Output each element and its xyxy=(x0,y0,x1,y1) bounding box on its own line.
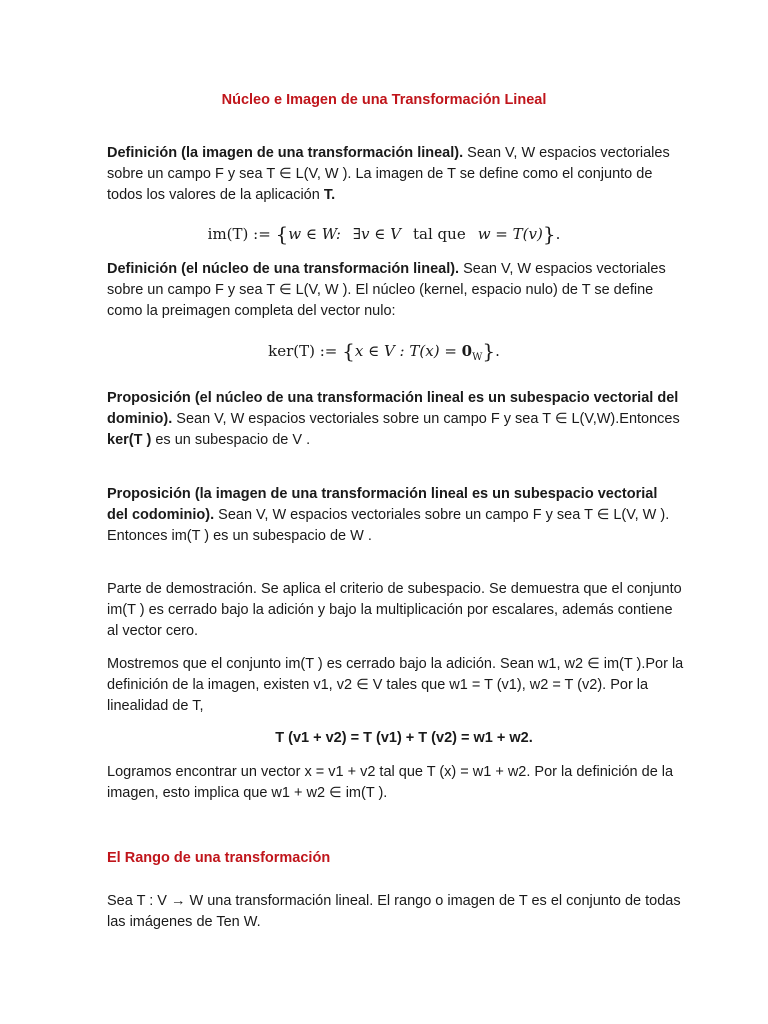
definition-kernel xyxy=(107,259,707,322)
formula-part: tal que xyxy=(413,225,466,243)
definition-image xyxy=(107,143,707,206)
definition-image-line: todos los valores de la aplicación xyxy=(107,187,324,203)
formula-part: x ∈ V : T(x) = xyxy=(354,342,462,360)
proposition-image-text: Sean V, W espacios vectoriales sobre un campo F y sea T ∈ L(V, W ). xyxy=(214,507,670,523)
formula-end: . xyxy=(495,342,500,360)
closure-line: Mostremos que el conjunto im(T ) es cerrado bajo la adición. Sean w1, w2 ∈ im(T ).Por la xyxy=(107,656,684,672)
definition-kernel-heading: Definición (el núcleo de una transformación lineal). xyxy=(107,261,460,277)
conclusion-paragraph xyxy=(107,762,707,804)
proposition-kernel-bold: ker(T ) xyxy=(107,432,152,448)
formula-brace-open: { xyxy=(275,222,289,246)
proposition-image xyxy=(107,484,707,547)
formula-part: w ∈ W: xyxy=(288,225,341,243)
proof-line: al vector cero. xyxy=(107,623,199,639)
kernel-formula xyxy=(0,339,768,363)
image-formula xyxy=(0,222,768,246)
formula-part: ∃v ∈ V xyxy=(352,225,402,243)
definition-image-bold-t: T. xyxy=(323,187,336,203)
definition-kernel-text: Sean V, W espacios vectoriales xyxy=(459,261,666,277)
conclusion-line: Logramos encontrar un vector x = v1 + v2 tal que T (x) = w1 + w2. Por la definición de la xyxy=(107,764,674,780)
closure-paragraph xyxy=(107,654,707,717)
definition-image-line: sobre un campo F y sea T ∈ L(V, W ). La imagen de T se define como el conjunto de xyxy=(107,166,653,182)
definition-kernel-line: como la preimagen completa del vector nulo: xyxy=(107,303,396,319)
proposition-kernel-text: es un subespacio de V . xyxy=(151,432,311,448)
document-title: Núcleo e Imagen de una Transformación Lineal xyxy=(221,92,547,108)
proposition-image-line: Entonces im(T ) es un subespacio de W . xyxy=(107,528,372,544)
formula-lhs: ker(T) := xyxy=(268,342,343,360)
definition-image-heading: Definición (la imagen de una transformación lineal). xyxy=(107,145,464,161)
proposition-image-heading: del codominio). xyxy=(107,507,215,523)
closure-line: definición de la imagen, existen v1, v2 ∈ V tales que w1 = T (v1), w2 = T (v2). Por la xyxy=(107,677,649,693)
formula-brace-open: { xyxy=(342,339,355,363)
closure-line: linealidad de T, xyxy=(107,698,204,714)
proposition-kernel-heading: dominio). xyxy=(107,411,173,427)
formula-zero-vector: 0 xyxy=(461,342,473,360)
rango-line: las imágenes de Ten W. xyxy=(107,914,261,930)
formula-part: w = T(v) xyxy=(477,225,543,243)
formula-subscript: W xyxy=(472,352,483,363)
formula-end: . xyxy=(555,225,561,243)
definition-kernel-line: sobre un campo F y sea T ∈ L(V, W ). El núcleo (kernel, espacio nulo) de T se define xyxy=(107,282,654,298)
section-title-rango: El Rango de una transformación xyxy=(107,850,331,866)
definition-image-text: Sean V, W espacios vectoriales xyxy=(463,145,670,161)
formula-brace-close: } xyxy=(542,222,556,246)
linearity-equation: T (v1 + v2) = T (v1) + T (v2) = w1 + w2. xyxy=(275,730,533,746)
conclusion-line: imagen, esto implica que w1 + w2 ∈ im(T ). xyxy=(107,785,388,801)
proof-line: Parte de demostración. Se aplica el criterio de subespacio. Se demuestra que el conjunto xyxy=(107,581,682,597)
rango-line: Sea T : V → W una transformación lineal. El rango o imagen de T es el conjunto de todas xyxy=(107,893,681,909)
proposition-image-heading: Proposición (la imagen de una transformación lineal es un subespacio vectorial xyxy=(107,486,658,502)
proof-paragraph xyxy=(107,579,707,642)
formula-brace-close: } xyxy=(482,339,496,363)
proposition-kernel xyxy=(107,388,707,451)
proposition-kernel-text: Sean V, W espacios vectoriales sobre un campo F y sea T ∈ L(V,W).Entonces xyxy=(172,411,680,427)
rango-paragraph xyxy=(107,891,707,933)
proposition-kernel-heading: Proposición (el núcleo de una transformación lineal es un subespacio vectorial del xyxy=(107,390,679,406)
formula-lhs: im(T) := xyxy=(207,225,276,243)
proof-line: im(T ) es cerrado bajo la adición y bajo la multiplicación por escalares, además contiene xyxy=(107,602,673,618)
